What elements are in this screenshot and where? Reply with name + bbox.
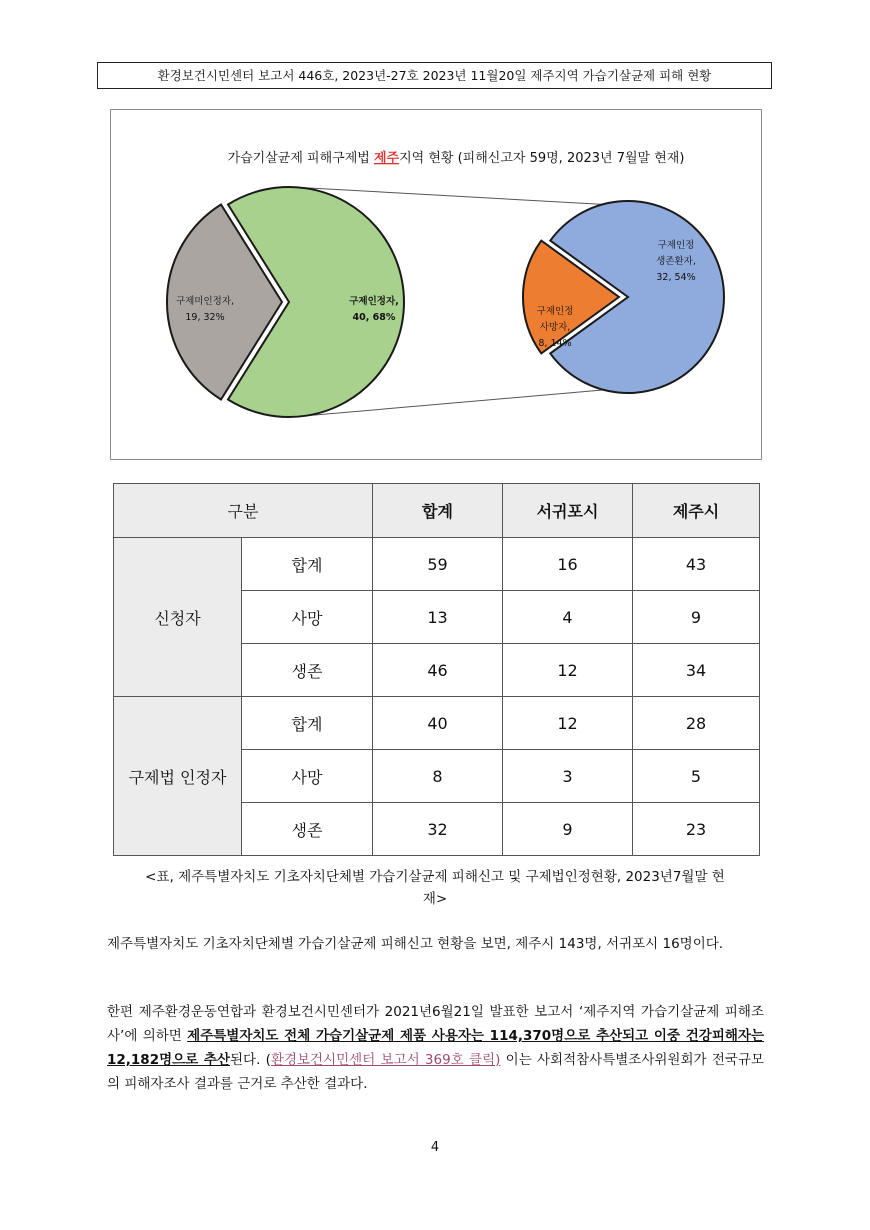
- chart-title: 가습기살균제 피해구제법 제주지역 현황 (피해신고자 59명, 2023년 7월말 현재): [227, 151, 685, 166]
- cell-value: 9: [633, 591, 760, 644]
- row-label: 생존: [242, 644, 373, 697]
- paragraph-jeju-summary: 제주특별자치도 기초자치단체별 가습기살균제 피해신고 현황을 보면, 제주시 143명, 서귀포시 16명이다.: [107, 936, 724, 952]
- caption-line-1: <표, 제주특별자치도 기초자치단체별 가습기살균제 피해신고 및 구제법인정현황, 2023년7월말 현: [145, 869, 725, 885]
- header-seogwipo: 서귀포시: [503, 484, 633, 538]
- slice-data-label: 구제미인정자,: [175, 296, 235, 307]
- row-label: 합계: [242, 697, 373, 750]
- row-label: 생존: [242, 803, 373, 856]
- cell-value: 28: [633, 697, 760, 750]
- cell-value: 34: [633, 644, 760, 697]
- paragraph-text: 한편 제주환경운동연합과 환경보건시민센터가 2021년6월21일 발표한 보고서 ‘제주지역 가습기살균제 피해조사’에 의하면: [107, 1004, 764, 1044]
- cell-value: 12: [503, 697, 633, 750]
- slice-data-label: 구제인정: [536, 306, 574, 317]
- cell-value: 4: [503, 591, 633, 644]
- table-header-row: [114, 484, 760, 538]
- table-caption: [100, 866, 770, 910]
- slice-data-label: 구제인정자,: [349, 296, 399, 307]
- slice-data-label: 사망자,: [539, 322, 571, 333]
- paragraph-text: 이는 사회적참사특별조사위원회가 전국규모의 피해자조사 결과를 근거로 추산한 결과다.: [107, 1052, 764, 1092]
- slice-data-label: 8, 14%: [538, 338, 572, 349]
- cell-value: 23: [633, 803, 760, 856]
- caption-line-2: 재>: [422, 891, 448, 907]
- paragraph-text: 된다. (: [230, 1052, 271, 1068]
- paragraph-bold-estimate: 제주특별자치도 전체 가습기살균제 제품 사용자는 114,370명으로 추산되고 이중 건강피해자는 12,182명으로 추산: [107, 1028, 764, 1068]
- slice-data-label: 19, 32%: [185, 312, 225, 323]
- slice-data-label: 40, 68%: [352, 312, 396, 323]
- group-applicants: 신청자: [114, 538, 242, 697]
- cell-value: 12: [503, 644, 633, 697]
- header-category: 구분: [114, 484, 373, 538]
- slice-data-label: 32, 54%: [656, 272, 696, 283]
- cell-value: 40: [373, 697, 503, 750]
- row-label: 사망: [242, 591, 373, 644]
- slice-data-label: 구제인정: [657, 240, 695, 251]
- slice-data-label: 생존환자,: [656, 256, 696, 267]
- cell-value: 8: [373, 750, 503, 803]
- table-row: [114, 538, 760, 591]
- cell-value: 43: [633, 538, 760, 591]
- cell-value: 9: [503, 803, 633, 856]
- report-369-link[interactable]: 환경보건시민센터 보고서 369호 클릭): [270, 1052, 501, 1068]
- pie-of-pie-chart: [111, 110, 761, 459]
- cell-value: 16: [503, 538, 633, 591]
- cell-value: 5: [633, 750, 760, 803]
- cell-value: 13: [373, 591, 503, 644]
- paragraph-estimate: [107, 1000, 764, 1096]
- row-label: 합계: [242, 538, 373, 591]
- header-total: 합계: [373, 484, 503, 538]
- table-row: [114, 697, 760, 750]
- row-label: 사망: [242, 750, 373, 803]
- group-recognized: 구제법 인정자: [114, 697, 242, 856]
- header-jeju: 제주시: [633, 484, 760, 538]
- pie-chart-frame: [110, 109, 762, 460]
- chart-title-highlight: 제주: [373, 151, 400, 166]
- jeju-status-table: [113, 483, 760, 856]
- cell-value: 32: [373, 803, 503, 856]
- cell-value: 46: [373, 644, 503, 697]
- cell-value: 3: [503, 750, 633, 803]
- report-header: 환경보건시민센터 보고서 446호, 2023년-27호 2023년 11월20일 제주지역 가습기살균제 피해 현황: [97, 62, 772, 89]
- cell-value: 59: [373, 538, 503, 591]
- page-number: 4: [430, 1140, 440, 1155]
